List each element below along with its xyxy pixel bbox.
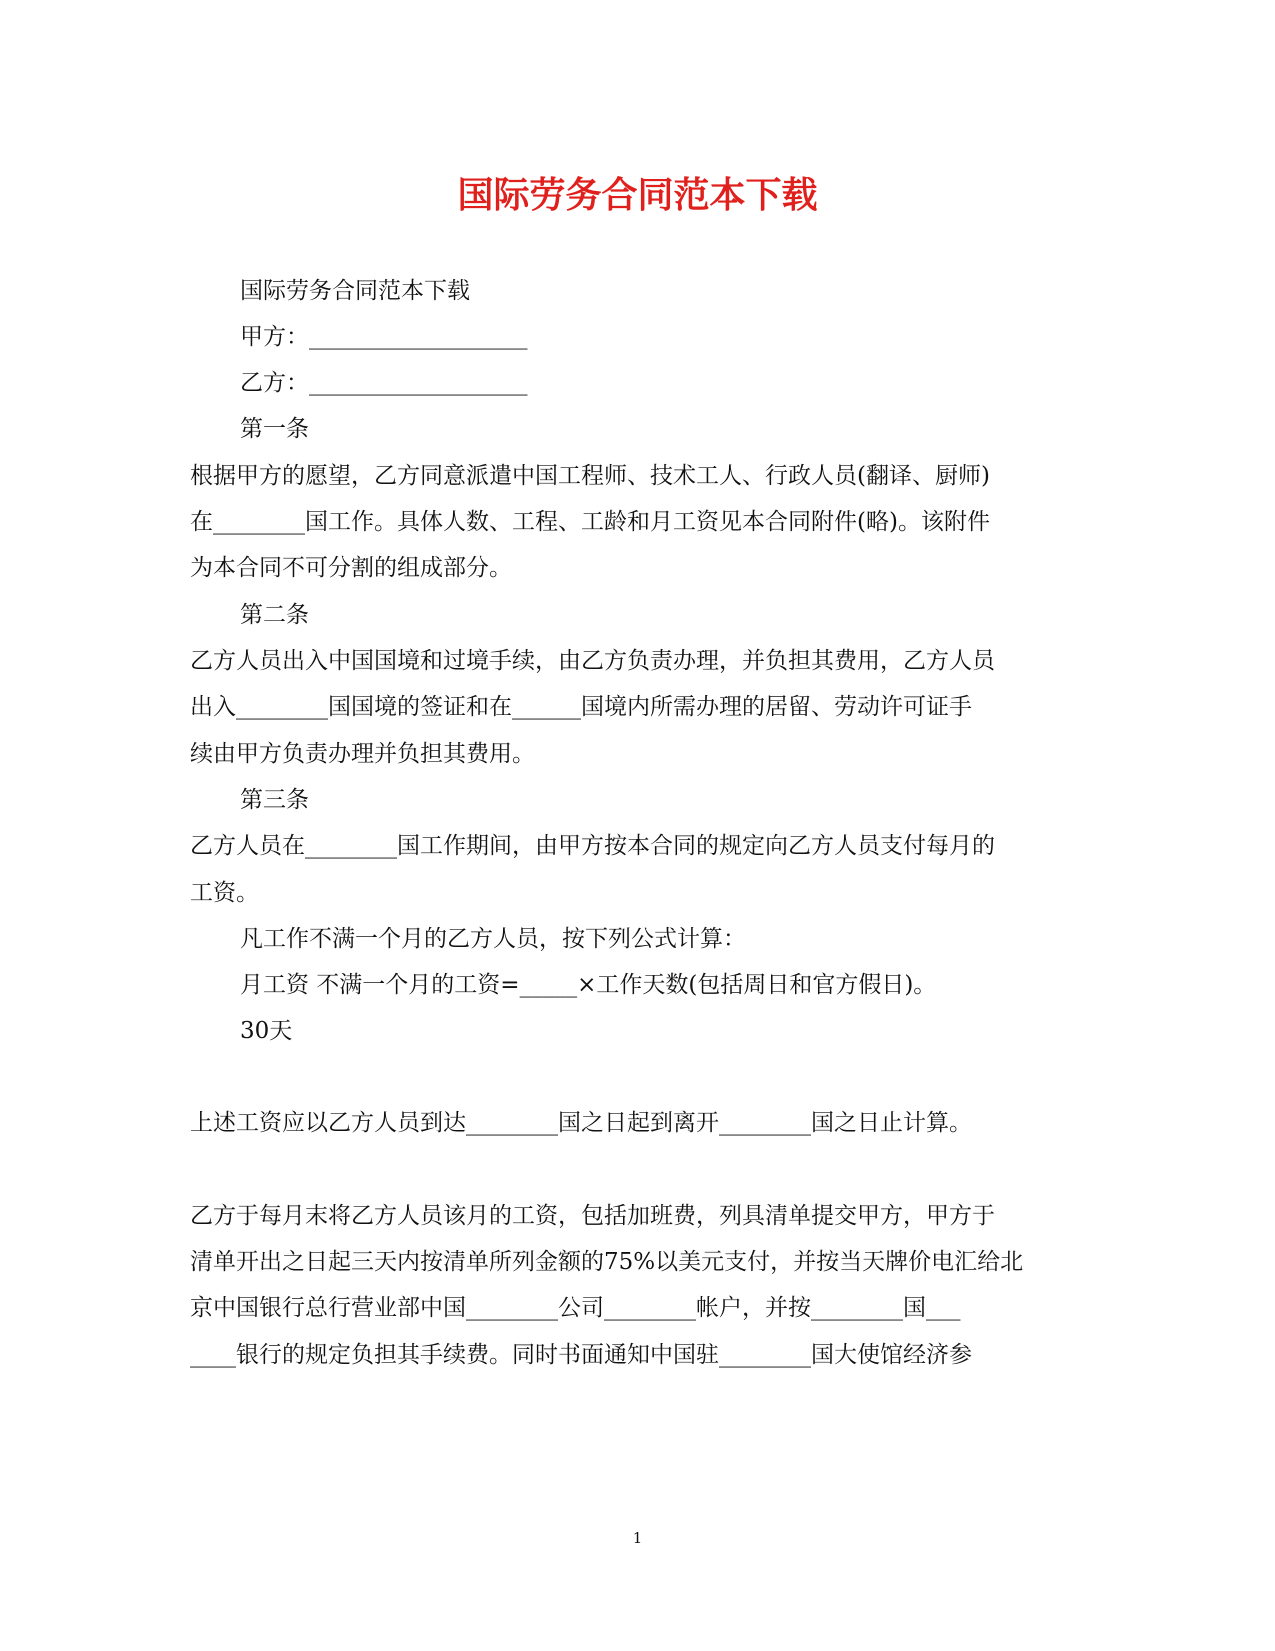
article-2-text: 乙方人员出入中国国境和过境手续，由乙方负责办理，并负担其费用，乙方人员 bbox=[190, 648, 995, 674]
article-1-text: 在________国工作。具体人数、工程、工龄和月工资见本合同附件(略)。该附件 bbox=[190, 509, 990, 535]
document-title: 国际劳务合同范本下载 bbox=[457, 174, 818, 216]
article-3-heading: 第三条 bbox=[240, 787, 309, 813]
party-a-line: 甲方：___________________ bbox=[240, 324, 528, 350]
formula-denominator: 30天 bbox=[240, 1018, 293, 1044]
article-2-text: 出入________国国境的签证和在______国境内所需办理的居留、劳动许可证手 bbox=[190, 694, 972, 720]
article-1-heading: 第一条 bbox=[240, 416, 309, 442]
article-1-text: 为本合同不可分割的组成部分。 bbox=[190, 555, 512, 581]
article-3-text: 乙方人员在________国工作期间，由甲方按本合同的规定向乙方人员支付每月的 bbox=[190, 833, 995, 859]
article-2-heading: 第二条 bbox=[240, 602, 309, 628]
payment-text: 京中国银行总行营业部中国________公司________帐户，并按________国___ bbox=[190, 1295, 961, 1321]
party-b-line: 乙方：___________________ bbox=[240, 370, 528, 396]
article-2-text: 续由甲方负责办理并负担其费用。 bbox=[190, 741, 535, 767]
article-3-text: 工资。 bbox=[190, 880, 259, 906]
article-1-text: 根据甲方的愿望，乙方同意派遣中国工程师、技术工人、行政人员(翻译、厨师) bbox=[190, 463, 990, 489]
formula-line: 月工资 不满一个月的工资=_____×工作天数(包括周日和官方假日)。 bbox=[240, 972, 937, 998]
payment-text: 乙方于每月末将乙方人员该月的工资，包括加班费，列具清单提交甲方，甲方于 bbox=[190, 1203, 995, 1229]
wage-period-text: 上述工资应以乙方人员到达________国之日起到离开________国之日止计算。 bbox=[190, 1110, 972, 1136]
heading-line: 国际劳务合同范本下载 bbox=[240, 278, 470, 304]
payment-text: ____银行的规定负担其手续费。同时书面通知中国驻________国大使馆经济参 bbox=[190, 1342, 972, 1368]
page-number: 1 bbox=[632, 1529, 643, 1547]
formula-intro: 凡工作不满一个月的乙方人员，按下列公式计算： bbox=[240, 926, 746, 952]
payment-text: 清单开出之日起三天内按清单所列金额的75%以美元支付，并按当天牌价电汇给北 bbox=[190, 1249, 1024, 1275]
